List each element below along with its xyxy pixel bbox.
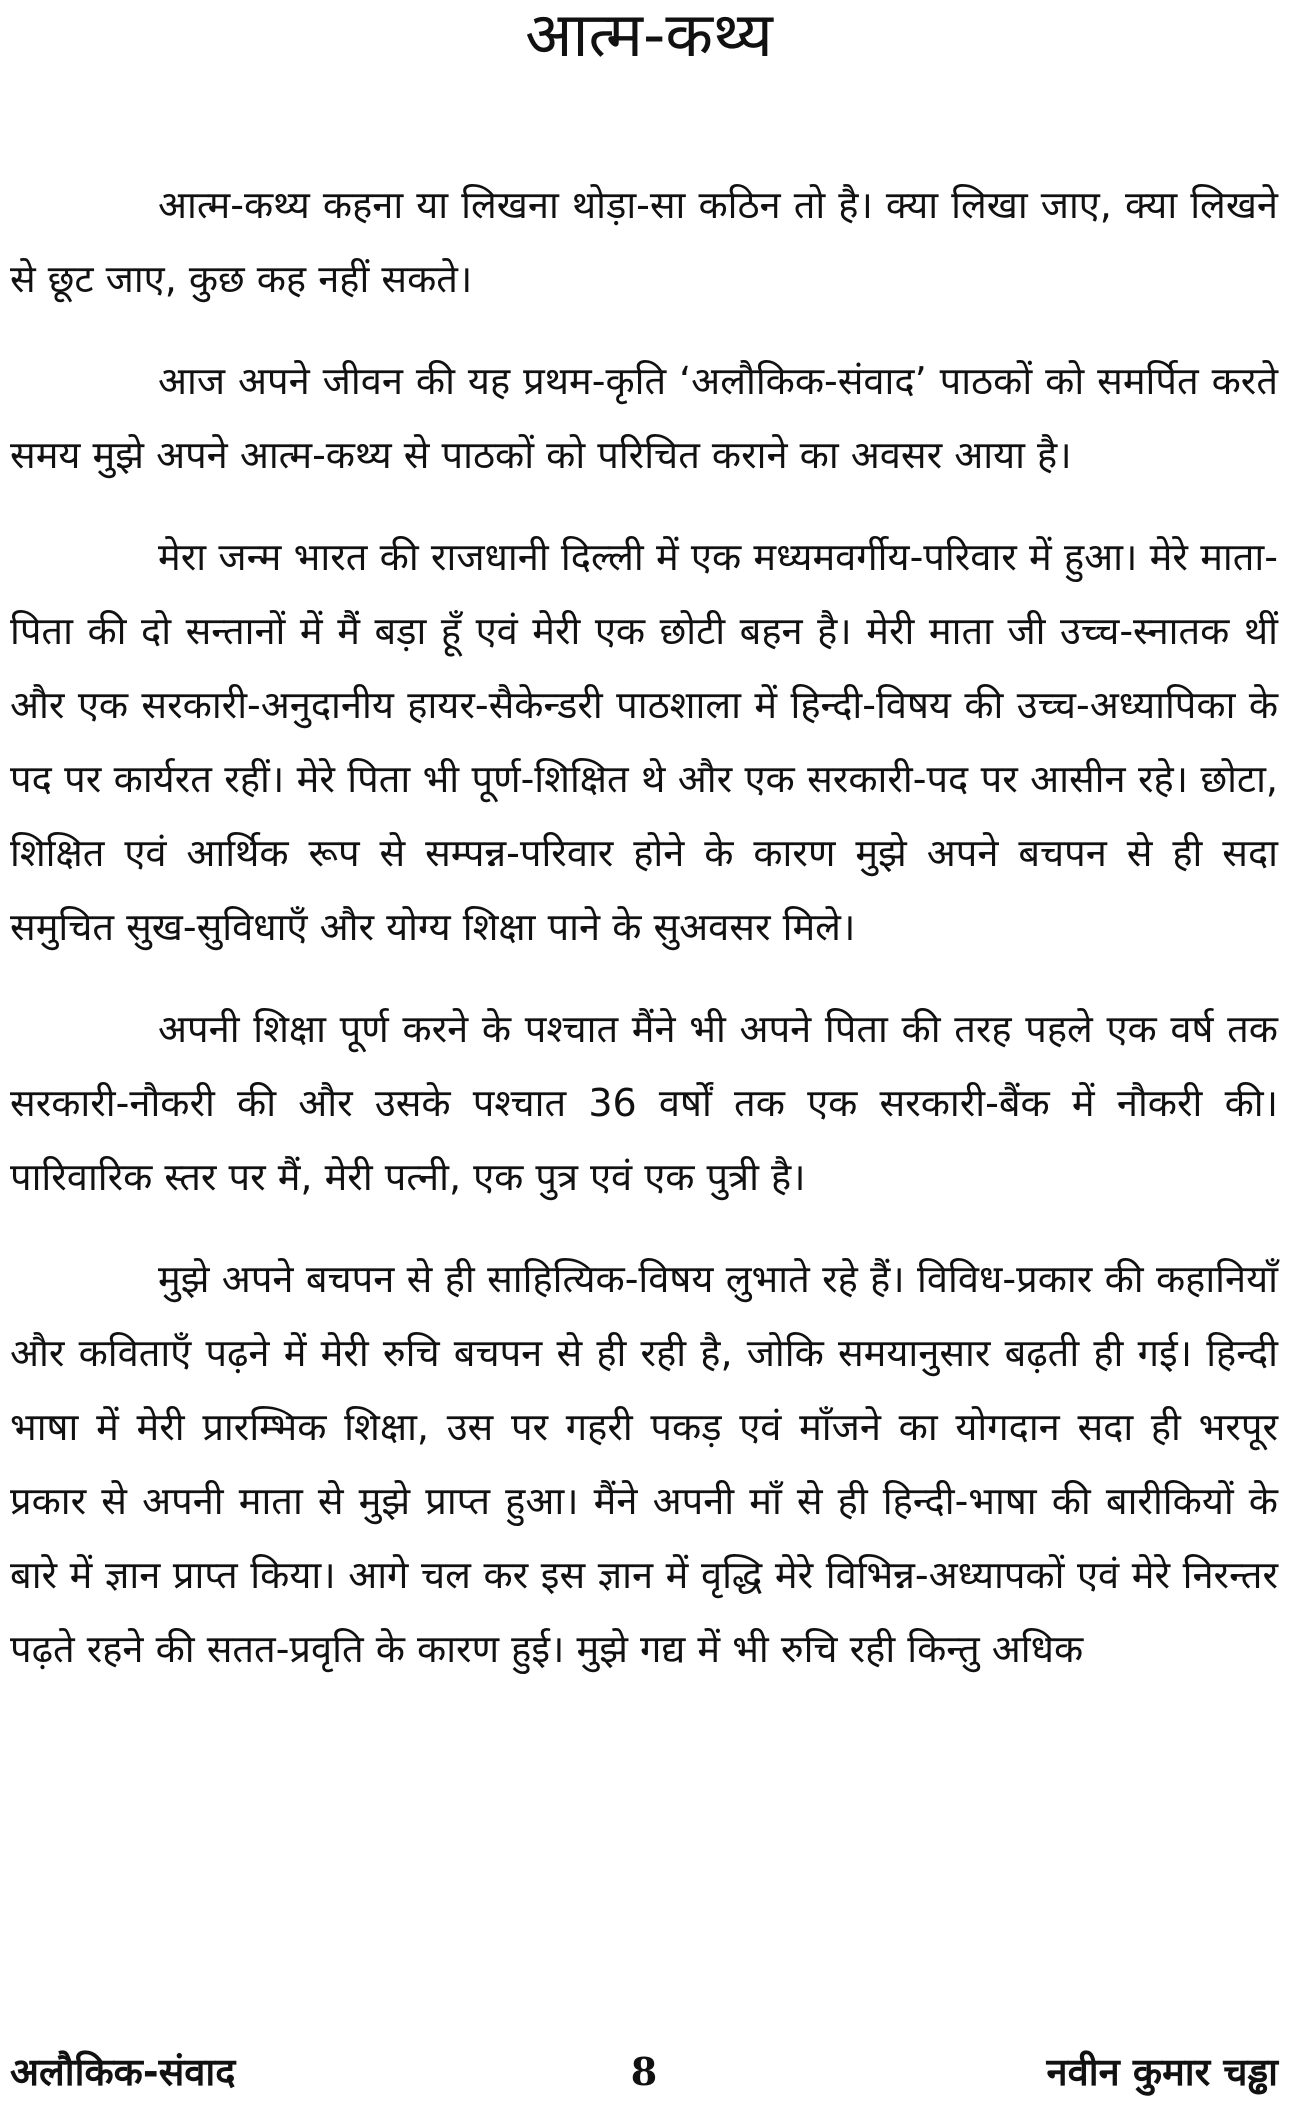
paragraph-1: आत्म-कथ्य कहना या लिखना थोड़ा-सा कठिन तो है। क्या लिखा जाए, क्या लिखने से छूट जाए, कुछ कह नहीं सकते। (10, 183, 1278, 301)
paragraph-4: अपनी शिक्षा पूर्ण करने के पश्चात मैंने भी अपने पिता की तरह पहले एक वर्ष तक सरकारी-नौकरी की और उसके पश्चात 36 वर्षों तक एक सरकारी-बैंक में नौकरी की। पारिवारिक स्तर पर मैं, मेरी पत्नी, एक पुत्र एवं एक पुत्री है। (10, 1007, 1278, 1199)
paragraph-5: मुझे अपने बचपन से ही साहित्यिक-विषय लुभाते रहे हैं। विविध-प्रकार की कहानियाँ और कविताएँ पढ़ने में मेरी रुचि बचपन से ही रही है, जोकि समयानुसार बढ़ती ही गई। हिन्दी भाषा में मेरी प्रारम्भिक शिक्षा, उस पर गहरी पकड़ एवं माँजने का योगदान सदा ही भरपूर प्रकार से अपनी माता से मुझे प्राप्त हुआ। मैंने अपनी माँ से ही हिन्दी-भाषा की बारीकियों के बारे में ज्ञान प्राप्त किया। आगे चल कर इस ज्ञान में वृद्धि मेरे विभिन्न-अध्यापकों एवं मेरे निरन्तर पढ़ते रहने की सतत-प्रवृति के कारण हुई। मुझे गद्य में भी रुचि रही किन्तु अधिक (10, 1257, 1278, 1671)
footer-page-number: 8 (630, 2049, 658, 2094)
footer-book-title: अलौकिक-संवाद (10, 2050, 236, 2094)
page-footer (10, 2042, 1278, 2102)
paragraph-2: आज अपने जीवन की यह प्रथम-कृति ‘अलौकिक-संवाद’ पाठकों को समर्पित करते समय मुझे अपने आत्म-कथ्य से पाठकों को परिचित कराने का अवसर आया है। (10, 359, 1278, 477)
paragraph-3: मेरा जन्म भारत की राजधानी दिल्ली में एक मध्यमवर्गीय-परिवार में हुआ। मेरे माता-पिता की दो सन्तानों में मैं बड़ा हूँ एवं मेरी एक छोटी बहन है। मेरी माता जी उच्च-स्नातक थीं और एक सरकारी-अनुदानीय हायर-सैकेन्डरी पाठशाला में हिन्दी-विषय की उच्च-अध्यापिका के पद पर कार्यरत रहीं। मेरे पिता भी पूर्ण-शिक्षित थे और एक सरकारी-पद पर आसीन रहे। छोटा, शिक्षित एवं आर्थिक रूप से सम्पन्न-परिवार होने के कारण मुझे अपने बचपन से ही सदा समुचित सुख-सुविधाएँ और योग्य शिक्षा पाने के सुअवसर मिले। (10, 535, 1278, 949)
body-text (10, 168, 1278, 1714)
page-title: आत्म-कथ्य (525, 0, 773, 71)
footer-author: नवीन कुमार चड्ढा (1046, 2050, 1278, 2094)
